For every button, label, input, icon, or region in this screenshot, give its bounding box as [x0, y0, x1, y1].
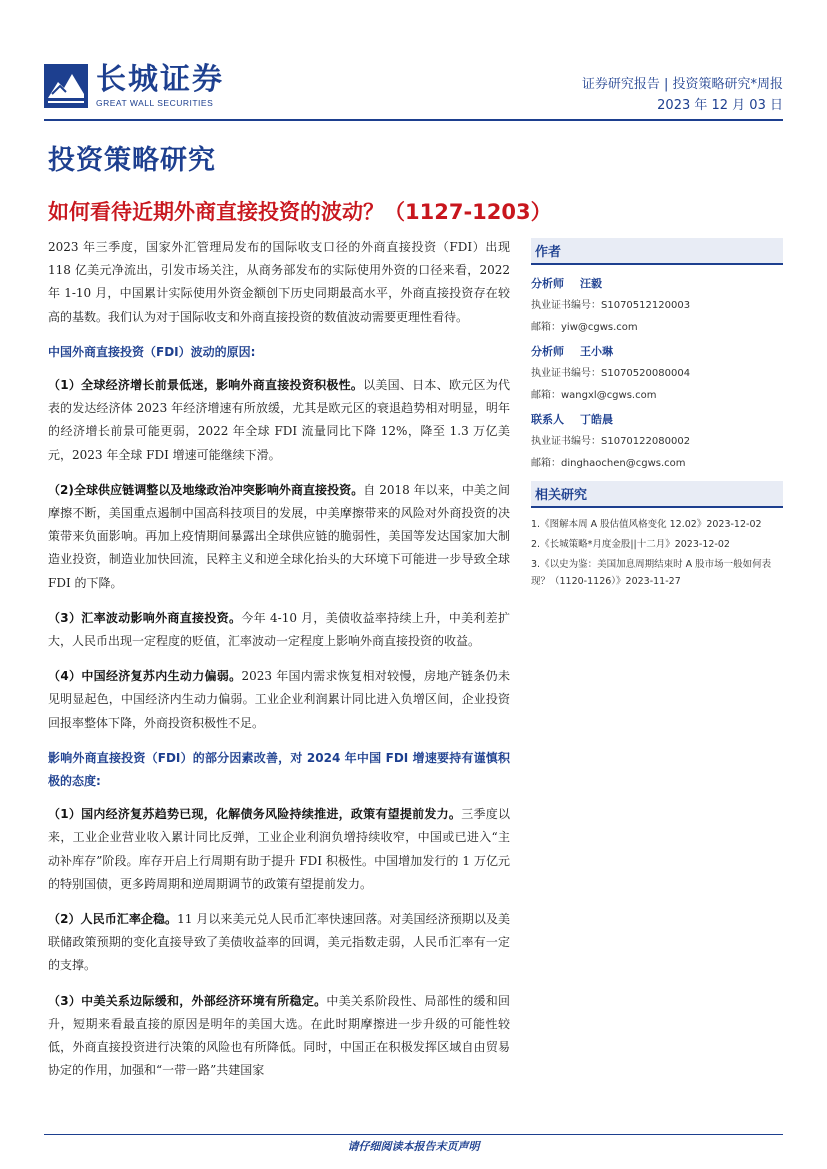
email-label: 邮箱：	[531, 390, 561, 401]
author-block	[531, 273, 783, 339]
paragraph-1-lead: （1）全球经济增长前景低迷，影响外商直接投资积极性。	[48, 378, 364, 393]
paragraph-7-text: 中美关系阶段性、局部性的缓和回升，短期来看最直接的原因是明年的美国大选。在此时期摩擦进一步升级的可能性较低，外商直接投资进行决策的风险也有所降低。同时，中国正在积极发挥区域自由贸易协定的作用，加强和“一带一路”共建国家	[48, 993, 510, 1078]
paragraph-1-text: 以美国、日本、欧元区为代表的发达经济体 2023 年经济增速有所放缓，尤其是欧元区的衰退趋势相对明显，明年的经济增长前景可能更弱，2022 年全球 FDI 流量同比下降 12%，降至 1.3 万亿美元，2023 年全球 FDI 增速可能继续下滑。	[48, 378, 510, 462]
author-name-line	[531, 341, 783, 363]
paragraph-5-lead: （1）国内经济复苏趋势已现，化解债务风险持续推进，政策有望提前发力。	[48, 807, 462, 822]
related-research-link[interactable]: 3.《以史为鉴：美国加息周期结束时 A 股市场一般如何表现？（1120-1126）》2023-11-27	[531, 559, 772, 587]
author-role: 分析师	[531, 345, 564, 358]
intro-paragraph: 2023 年三季度，国家外汇管理局发布的国际收支口径的外商直接投资（FDI）出现 118 亿美元净流出，引发市场关注，从商务部发布的实际使用外资的口径来看，2022 年 1-10 月，中国累计实际使用外资金额创下历史同期最高水平，外商直接投资存在较高的基数。我们认为对于国际收支和外商直接投资的数值波动需要更理性看待。	[48, 240, 510, 324]
paragraph-6-text: 11 月以来美元兑人民币汇率快速回落。对美国经济预期以及美联储政策预期的变化直接导致了美债收益率的回调，美元指数走弱，人民币汇率有一定的支撑。	[48, 912, 510, 973]
logo-english-name: GREAT WALL SECURITIES	[96, 98, 214, 108]
author-name-line	[531, 409, 783, 431]
heading-improvements: 影响外商直接投资（FDI）的部分因素改善，对 2024 年中国 FDI 增速要持有谨慎积极的态度:	[48, 750, 510, 789]
authors-heading: 作者	[531, 238, 783, 265]
related-research-heading: 相关研究	[531, 481, 783, 508]
logo-chinese-name: 长城证券	[96, 62, 224, 97]
email-label: 邮箱：	[531, 322, 561, 333]
related-research-link[interactable]: 1.《图解本周 A 股估值风格变化 12.02》2023-12-02	[531, 519, 762, 530]
report-date: 2023 年 12 月 03 日	[657, 98, 783, 113]
cert-label: 执业证书编号：	[531, 300, 601, 311]
paragraph-2	[48, 479, 510, 595]
author-name: 王小琳	[580, 345, 613, 358]
sidebar	[531, 238, 783, 593]
header-divider	[44, 119, 783, 121]
paragraph-3-text: 今年 4-10 月，美债收益率持续上升，中美利差扩大，人民币出现一定程度的贬值，汇率波动一定程度上影响外商直接投资的收益。	[48, 610, 510, 649]
report-title: 如何看待近期外商直接投资的波动？（1127-1203）	[48, 200, 552, 224]
paragraph-4	[48, 665, 510, 735]
section-title: 投资策略研究	[48, 145, 216, 176]
author-email-link[interactable]: dinghaochen@cgws.com	[561, 458, 686, 469]
paragraph-7-lead: （3）中美关系边际缓和，外部经济环境有所稳定。	[48, 993, 327, 1008]
author-cert-line	[531, 295, 783, 317]
paragraph-4-lead: （4）中国经济复苏内生动力偏弱。	[48, 669, 242, 684]
paragraph-6	[48, 908, 510, 978]
author-name: 丁皓晨	[580, 413, 613, 426]
paragraph-7	[48, 990, 510, 1083]
author-email-link[interactable]: yiw@cgws.com	[561, 322, 638, 333]
cert-number: S1070520080004	[601, 368, 691, 379]
author-email-link[interactable]: wangxl@cgws.com	[561, 390, 657, 401]
cert-label: 执业证书编号：	[531, 368, 601, 379]
email-label: 邮箱：	[531, 458, 561, 469]
author-email-line	[531, 385, 783, 407]
paragraph-2-text: 自 2018 年以来，中美之间摩擦不断，美国重点遏制中国高科技项目的发展，中美摩擦带来的风险对外商投资的决策带来负面影响。再加上疫情期间暴露出全球供应链的脆弱性，美国等发达国家加大制造业投资，制造业加快回流，民粹主义和逆全球化抬头的大环境下可能进一步导致全球 FDI 的下降。	[48, 482, 511, 590]
author-cert-line	[531, 363, 783, 385]
paragraph-3	[48, 607, 510, 653]
author-role: 分析师	[531, 277, 564, 290]
cert-number: S1070122080002	[601, 436, 691, 447]
heading-causes: 中国外商直接投资（FDI）波动的原因:	[48, 344, 256, 359]
paragraph-4-text: 2023 年国内需求恢复相对较慢，房地产链条仍未见明显起色，中国经济内生动力偏弱。工业企业利润累计同比进入负增区间，企业投资回报率整体下降，外商投资积极性不足。	[48, 669, 510, 730]
author-email-line	[531, 317, 783, 339]
great-wall-logo-icon	[44, 64, 88, 108]
header-meta	[582, 74, 783, 116]
paragraph-2-lead: （2)全球供应链调整以及地缘政治冲突影响外商直接投资。	[48, 482, 364, 497]
author-block	[531, 409, 783, 475]
author-role: 联系人	[531, 413, 564, 426]
paragraph-1	[48, 374, 510, 467]
report-type: 证券研究报告 | 投资策略研究*周报	[581, 77, 783, 92]
paragraph-3-lead: （3）汇率波动影响外商直接投资。	[48, 610, 242, 625]
company-logo	[44, 64, 234, 110]
footer-disclaimer: 请仔细阅读本报告末页声明	[347, 1140, 480, 1153]
cert-number: S1070512120003	[601, 300, 691, 311]
paragraph-6-lead: （2）人民币汇率企稳。	[48, 912, 178, 927]
author-name-line	[531, 273, 783, 295]
paragraph-5	[48, 803, 510, 896]
author-email-line	[531, 453, 783, 475]
related-research-link[interactable]: 2.《长城策略*月度金股||十二月》2023-12-02	[531, 539, 730, 550]
footer-divider	[44, 1134, 783, 1135]
author-cert-line	[531, 431, 783, 453]
cert-label: 执业证书编号：	[531, 436, 601, 447]
author-name: 汪毅	[580, 277, 602, 290]
paragraph-5-text: 三季度以来，工业企业营业收入累计同比反弹，工业企业利润负增持续收窄，中国或已进入“主动补库存”阶段。库存开启上行周期有助于提升 FDI 积极性。中国增加发行的 1 万亿元的特别国债，更多跨周期和逆周期调节的政策有望提前发力。	[48, 807, 510, 891]
main-body	[48, 236, 510, 1095]
author-block	[531, 341, 783, 407]
